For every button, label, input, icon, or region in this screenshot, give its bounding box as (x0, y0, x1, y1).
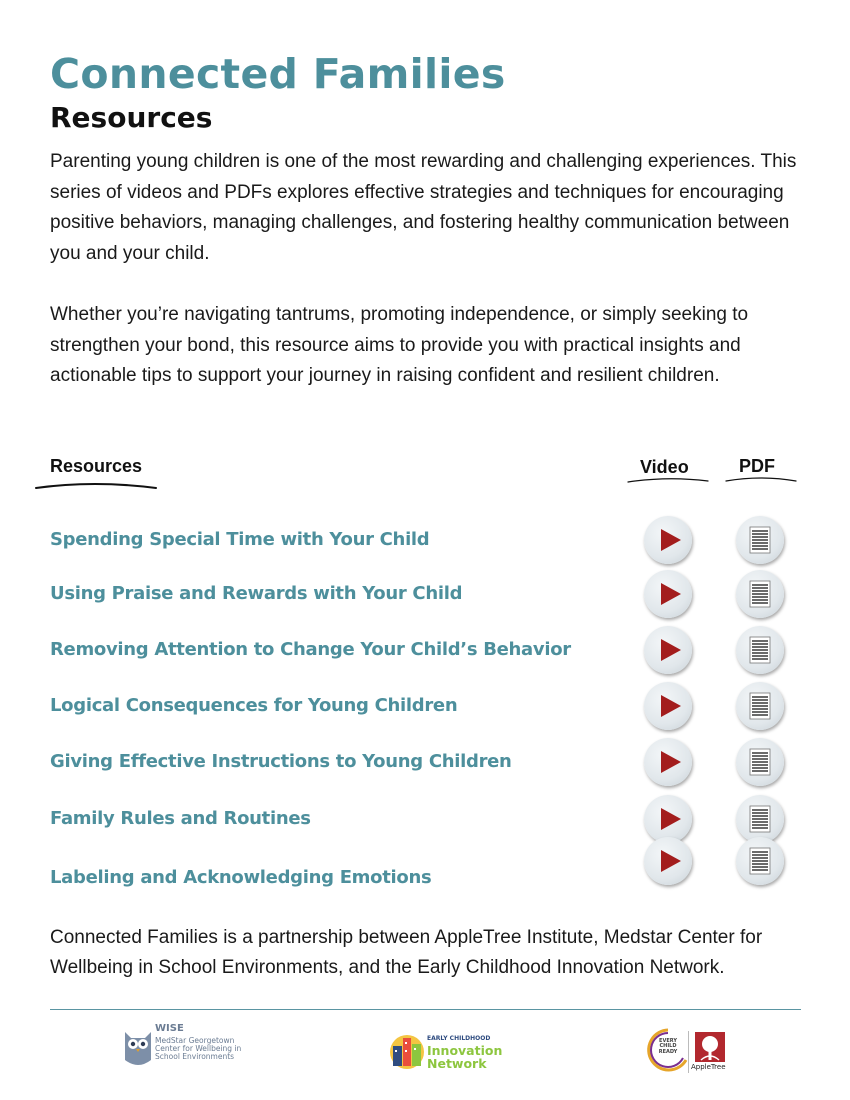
document-icon (736, 738, 784, 786)
pdf-column-header: PDF (739, 456, 775, 476)
open-pdf-button[interactable] (736, 516, 784, 564)
document-icon (736, 570, 784, 618)
resource-link[interactable]: Labeling and Acknowledging Emotions (50, 867, 432, 888)
page-title: Connected Families (50, 50, 506, 98)
play-video-button[interactable] (644, 626, 692, 674)
open-pdf-button[interactable] (736, 570, 784, 618)
play-video-button[interactable] (644, 795, 692, 843)
apple-tree-icon (693, 1030, 727, 1064)
intro-paragraph-1: Parenting young children is one of the most rewarding and challenging experiences. This series of videos and PDFs explores effective strategies and techniques for encouraging positive behaviors, managing challenges, and fostering healthy communication between you and your child. (50, 151, 797, 264)
logo-separator (688, 1031, 689, 1073)
buildings-icon (389, 1030, 425, 1070)
partnership-credit: Connected Families is a partnership between AppleTree Institute, Medstar Center for Wellbeing in School Environments, and the Early Childhood Innovation Network. (50, 927, 763, 978)
play-video-button[interactable] (644, 837, 692, 885)
resource-row (0, 521, 850, 561)
wise-subtitle: MedStar Georgetown Center for Wellbeing in School Environments (155, 1036, 242, 1061)
video-underline-swoosh (626, 475, 710, 485)
pdf-underline-swoosh (724, 474, 798, 484)
appletree-text: AppleTree (691, 1063, 726, 1071)
resources-underline-swoosh (34, 480, 160, 492)
wise-logo (121, 1024, 261, 1070)
resource-link[interactable]: Family Rules and Routines (50, 808, 311, 829)
page-subtitle: Resources (50, 101, 213, 134)
document-icon (736, 795, 784, 843)
resource-row (0, 631, 850, 671)
resource-link[interactable]: Removing Attention to Change Your Child’s Behavior (50, 639, 571, 660)
resource-row (0, 800, 850, 840)
ecin-small-text: EARLY CHILDHOOD (427, 1035, 491, 1042)
play-icon (644, 516, 692, 564)
intro-paragraph-2: Whether you’re navigating tantrums, promoting independence, or simply seeking to strengthen your bond, this resource aims to provide you with practical insights and actionable tips to support your journey in raising confident and resilient children. (50, 304, 749, 387)
play-icon (644, 837, 692, 885)
resource-row (0, 859, 850, 899)
document-icon (736, 837, 784, 885)
ecin-logo (389, 1030, 503, 1074)
play-icon (644, 682, 692, 730)
document-icon (736, 516, 784, 564)
resource-row (0, 687, 850, 727)
play-video-button[interactable] (644, 570, 692, 618)
open-pdf-button[interactable] (736, 795, 784, 843)
resource-link[interactable]: Using Praise and Rewards with Your Child (50, 583, 463, 604)
wise-name: WISE (155, 1023, 184, 1034)
owl-icon (121, 1024, 155, 1068)
play-video-button[interactable] (644, 516, 692, 564)
open-pdf-button[interactable] (736, 682, 784, 730)
resource-link[interactable]: Logical Consequences for Young Children (50, 695, 458, 716)
play-video-button[interactable] (644, 738, 692, 786)
resource-link[interactable]: Giving Effective Instructions to Young Children (50, 751, 512, 772)
footer-divider (50, 1009, 801, 1010)
ecin-big-text: Innovation Network (427, 1043, 503, 1072)
play-icon (644, 626, 692, 674)
resources-column-header: Resources (50, 456, 143, 476)
open-pdf-button[interactable] (736, 837, 784, 885)
document-icon (736, 626, 784, 674)
resource-link[interactable]: Spending Special Time with Your Child (50, 529, 430, 550)
play-icon (644, 738, 692, 786)
document-icon (736, 682, 784, 730)
every-child-ready-text: EVERY CHILD READY (658, 1038, 678, 1055)
play-video-button[interactable] (644, 682, 692, 730)
appletree-logo (645, 1027, 735, 1075)
resource-row (0, 743, 850, 783)
open-pdf-button[interactable] (736, 626, 784, 674)
video-column-header: Video (640, 457, 689, 477)
open-pdf-button[interactable] (736, 738, 784, 786)
play-icon (644, 570, 692, 618)
play-icon (644, 795, 692, 843)
resource-row (0, 575, 850, 615)
